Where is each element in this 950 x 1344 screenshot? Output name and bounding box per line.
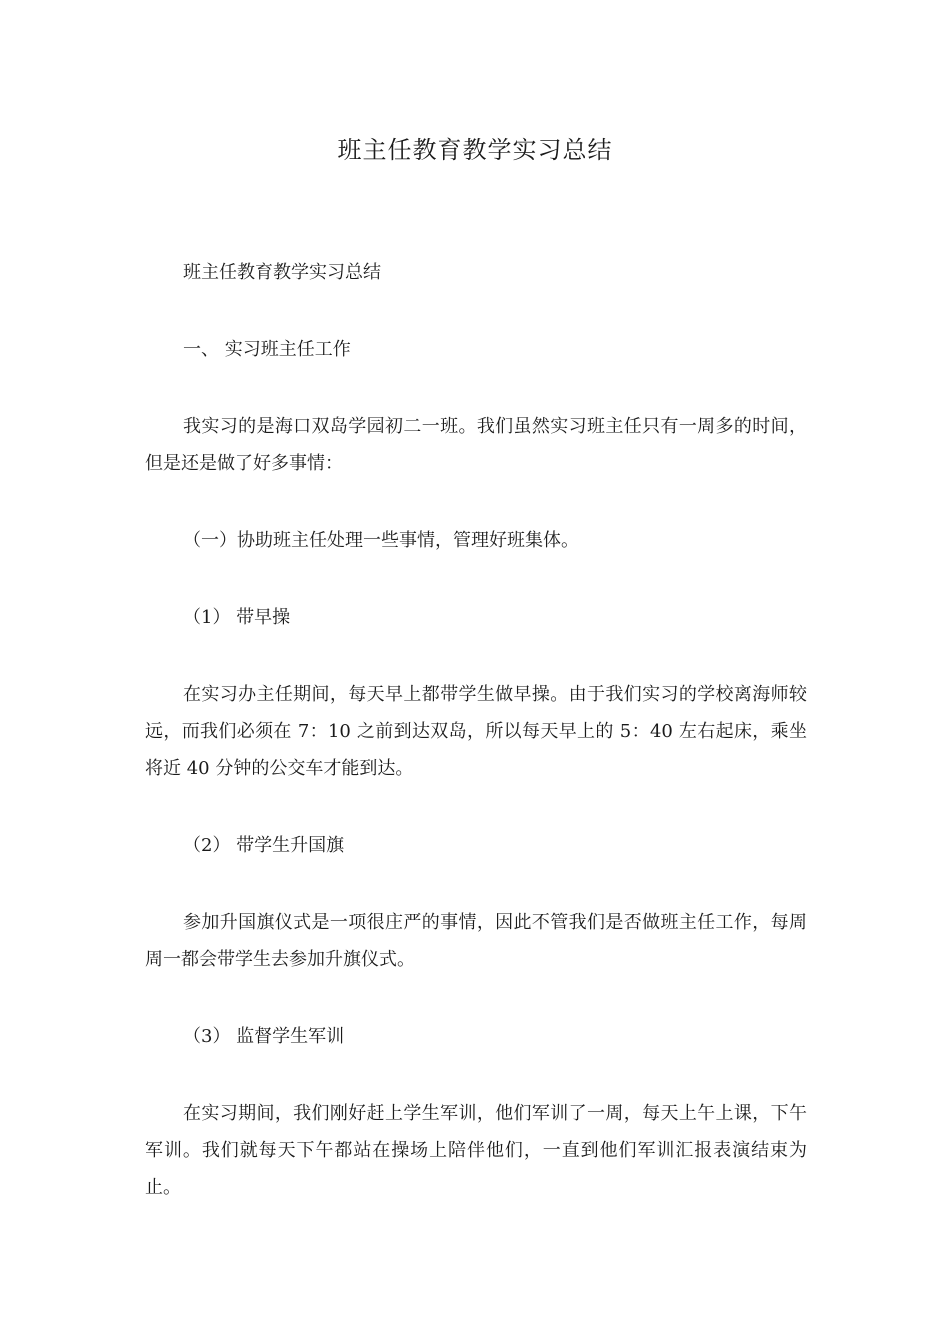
paragraph-intro: 我实习的是海口双岛学园初二一班。我们虽然实习班主任只有一周多的时间，但是还是做了好多事情： [145,416,807,474]
paragraph-subtitle: 班主任教育教学实习总结 [183,262,381,283]
document-title: 班主任教育教学实习总结 [337,136,613,164]
item-heading-morning-exercise: （1） 带早操 [183,607,291,628]
document-body [145,254,807,1246]
paragraph-flag-raising: 参加升国旗仪式是一项很庄严的事情，因此不管我们是否做班主任工作，每周周一都会带学生去参加升旗仪式。 [145,912,807,970]
subsection-heading-assist: （一）协助班主任处理一些事情，管理好班集体。 [183,530,579,551]
item-heading-military-training: （3） 监督学生军训 [183,1026,345,1047]
paragraph-military-training: 在实习期间，我们刚好赶上学生军训，他们军训了一周，每天上午上课，下午军训。我们就每天下午都站在操场上陪伴他们，一直到他们军训汇报表演结束为止。 [145,1103,807,1198]
section-heading-internship-head-teacher: 一、 实习班主任工作 [183,339,351,360]
paragraph-morning-exercise: 在实习办主任期间，每天早上都带学生做早操。由于我们实习的学校离海师较远，而我们必须在 7：10 之前到达双岛，所以每天早上的 5：40 左右起床，乘坐将近 40 分钟的公交车才能到达。 [145,684,807,779]
item-heading-flag-raising: （2） 带学生升国旗 [183,835,345,856]
